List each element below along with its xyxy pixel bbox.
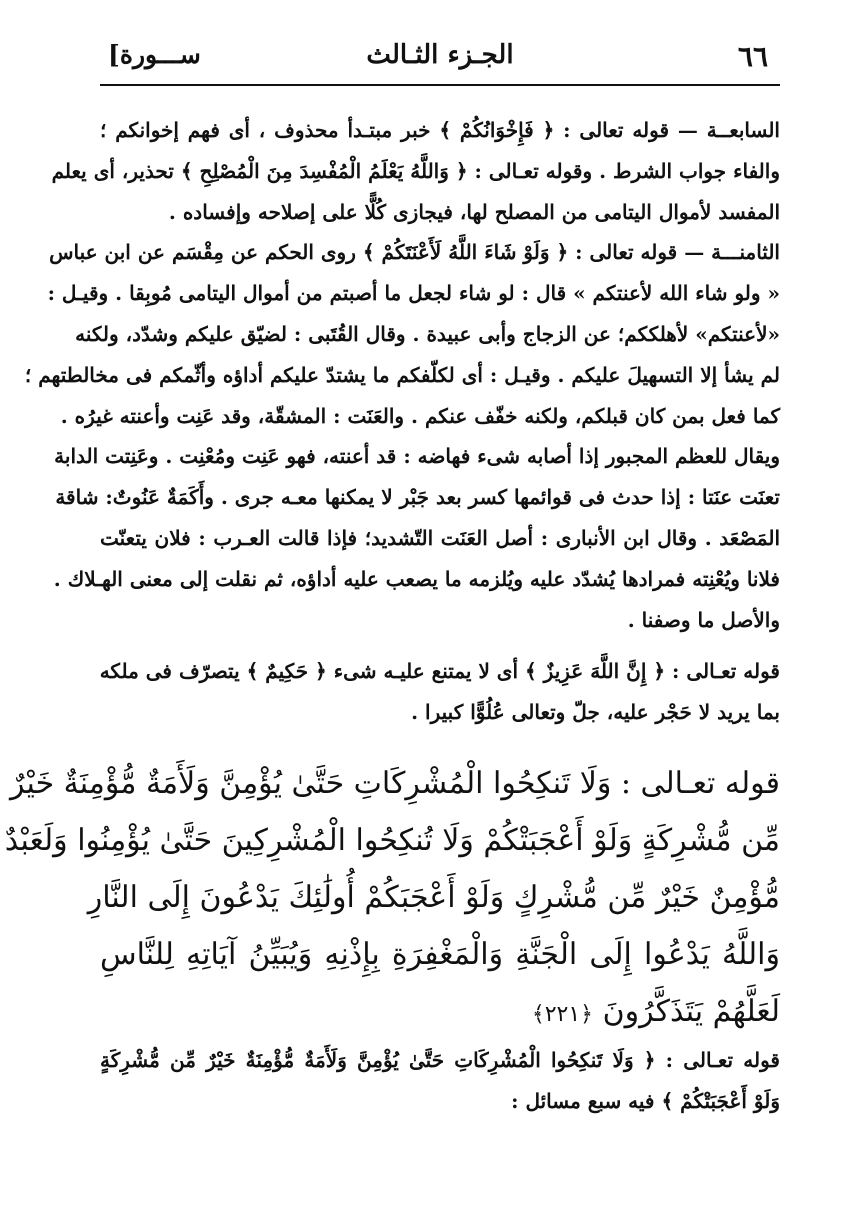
text-line: ويقال للعظم المجبور إذا أصابه شىء فهاضه : قد أعنته، فهو عَنِت ومُعْنِت . وعَنِتت الدابة: [54, 444, 780, 469]
text-line: المَصْعَد . وقال ابن الأنبارى : أصل العَنَت التّشديد؛ فإذا قالت العـرب : فلان يتعنّت: [100, 525, 780, 550]
text-line: وَلَوْ أَعْجَبَتْكُمْ ﴾ فيه سبع مسائل :: [511, 1088, 780, 1113]
verse-line: مُّؤْمِنٌ خَيْرٌ مِّن مُّشْرِكٍ وَلَوْ أَعْجَبَكُمْ أُولَٰئِكَ يَدْعُونَ إِلَى النَّارِ: [87, 879, 780, 915]
paragraph-point-seven: [51, 110, 780, 232]
verse-text: لَعَلَّهُمْ يَتَذَكَّرُونَ: [602, 993, 780, 1029]
running-title: الجـزء الثـالث: [366, 40, 514, 70]
text-line: والفاء جواب الشرط . وقوله تعـالى : ﴿ وَاللَّهُ يَعْلَمُ الْمُفْسِدَ مِنَ الْمُصْلِحِ ﴾ تحذير، أى يعلم: [51, 158, 780, 183]
verse-line: وَاللَّهُ يَدْعُوا إِلَى الْجَنَّةِ وَالْمَغْفِرَةِ بِإِذْنِهِ وَيُبَيِّنُ آيَاتِهِ لِلنَّاسِ: [100, 936, 780, 972]
verse-line: قوله تعـالى : وَلَا تَنكِحُوا الْمُشْرِكَاتِ حَتَّىٰ يُؤْمِنَّ وَلَأَمَةٌ مُّؤْمِنَةٌ خَيْرٌ: [9, 765, 780, 801]
text-line: السابعــة — قوله تعالى : ﴿ فَإِخْوَانُكُمْ ﴾ خبر مبتـدأ محذوف ، أى فهم إخوانكم ؛: [100, 118, 780, 142]
verse-line: مِّن مُّشْرِكَةٍ وَلَوْ أَعْجَبَتْكُمْ وَلَا تُنكِحُوا الْمُشْرِكِينَ حَتَّىٰ يُؤْمِنُوا وَلَعَبْدٌ: [4, 822, 780, 858]
text-line: « ولو شاء الله لأعنتكم » قال : لو شاء لجعل ما أصبتم من أموال اليتامى مُوبِقا . وقيـل :: [47, 281, 780, 306]
header-divider: [100, 84, 780, 86]
surah-label: [ســـورة: [108, 40, 201, 69]
text-line: فلانا ويُعْنِته فمرادها يُشدّد عليه ويُلزمه ما يصعب عليه أداؤه، ثم نقلت إلى معنى الهـلاك .: [53, 566, 780, 591]
quran-verse-block: [4, 755, 780, 1040]
paragraph-closing: [100, 1040, 780, 1122]
text-line: كما فعل بمن كان قبلكم، ولكنه خفّف عنكم . والعَنَت : المشقّة، وقد عَنِت وأعنته غيرُه .: [60, 403, 780, 428]
text-line: لم يشأ إلا التسهيلَ عليكم . وقيـل : أى لكلّفكم ما يشتدّ عليكم أداؤه وأثّمكم فى مخالطتهم ؛: [24, 362, 780, 387]
verse-line-last: [100, 983, 780, 1040]
paragraph-point-eight: [24, 232, 780, 640]
text-line: والأصل ما وصفنا .: [627, 607, 780, 632]
text-line: تعنَت عنَتا : إذا حدث فى قوائمها كسر بعد جَبْر لا يمكنها معـه جرى . وأَكَمَةٌ عَنُوتٌ: شاقة: [55, 485, 780, 510]
text-line: الثامنـــة — قوله تعالى : ﴿ وَلَوْ شَاءَ اللَّهُ لَأَعْنَتَكُمْ ﴾ روى الحكم عن مِقْسَم عن ابن عباس: [49, 240, 780, 265]
text-line: قوله تعـالى : ﴿ إِنَّ اللَّهَ عَزِيزٌ ﴾ أى لا يمتنع عليـه شىء ﴿ حَكِيمٌ ﴾ يتصرّف فى ملكه: [99, 659, 780, 684]
page-body: [4, 110, 780, 1215]
verse-number: ﴿٢٢١﴾: [531, 1001, 594, 1027]
text-line: قوله تعـالى : ﴿ وَلَا تَنكِحُوا الْمُشْرِكَاتِ حَتَّىٰ يُؤْمِنَّ وَلَأَمَةٌ مُّؤْمِنَةٌ خَيْرٌ مِّن مُّشْرِكَةٍ: [100, 1047, 780, 1072]
page-number: ٦٦: [737, 40, 768, 73]
text-line: «لأعنتكم» لأهلككم؛ عن الزجاج وأبى عبيدة . وقال القُتَبى : لضيّق عليكم وشدّد، ولكنه: [75, 321, 780, 346]
text-line: المفسد لأموال اليتامى من المصلح لها، فيجازى كُلًّا على إصلاحه وإفساده .: [168, 199, 780, 224]
paragraph-aziz-hakim: [100, 651, 780, 733]
text-line: بما يريد لا حَجْر عليه، جلّ وتعالى عُلُوًّا كبيرا .: [411, 700, 780, 725]
page-header: [100, 30, 780, 82]
